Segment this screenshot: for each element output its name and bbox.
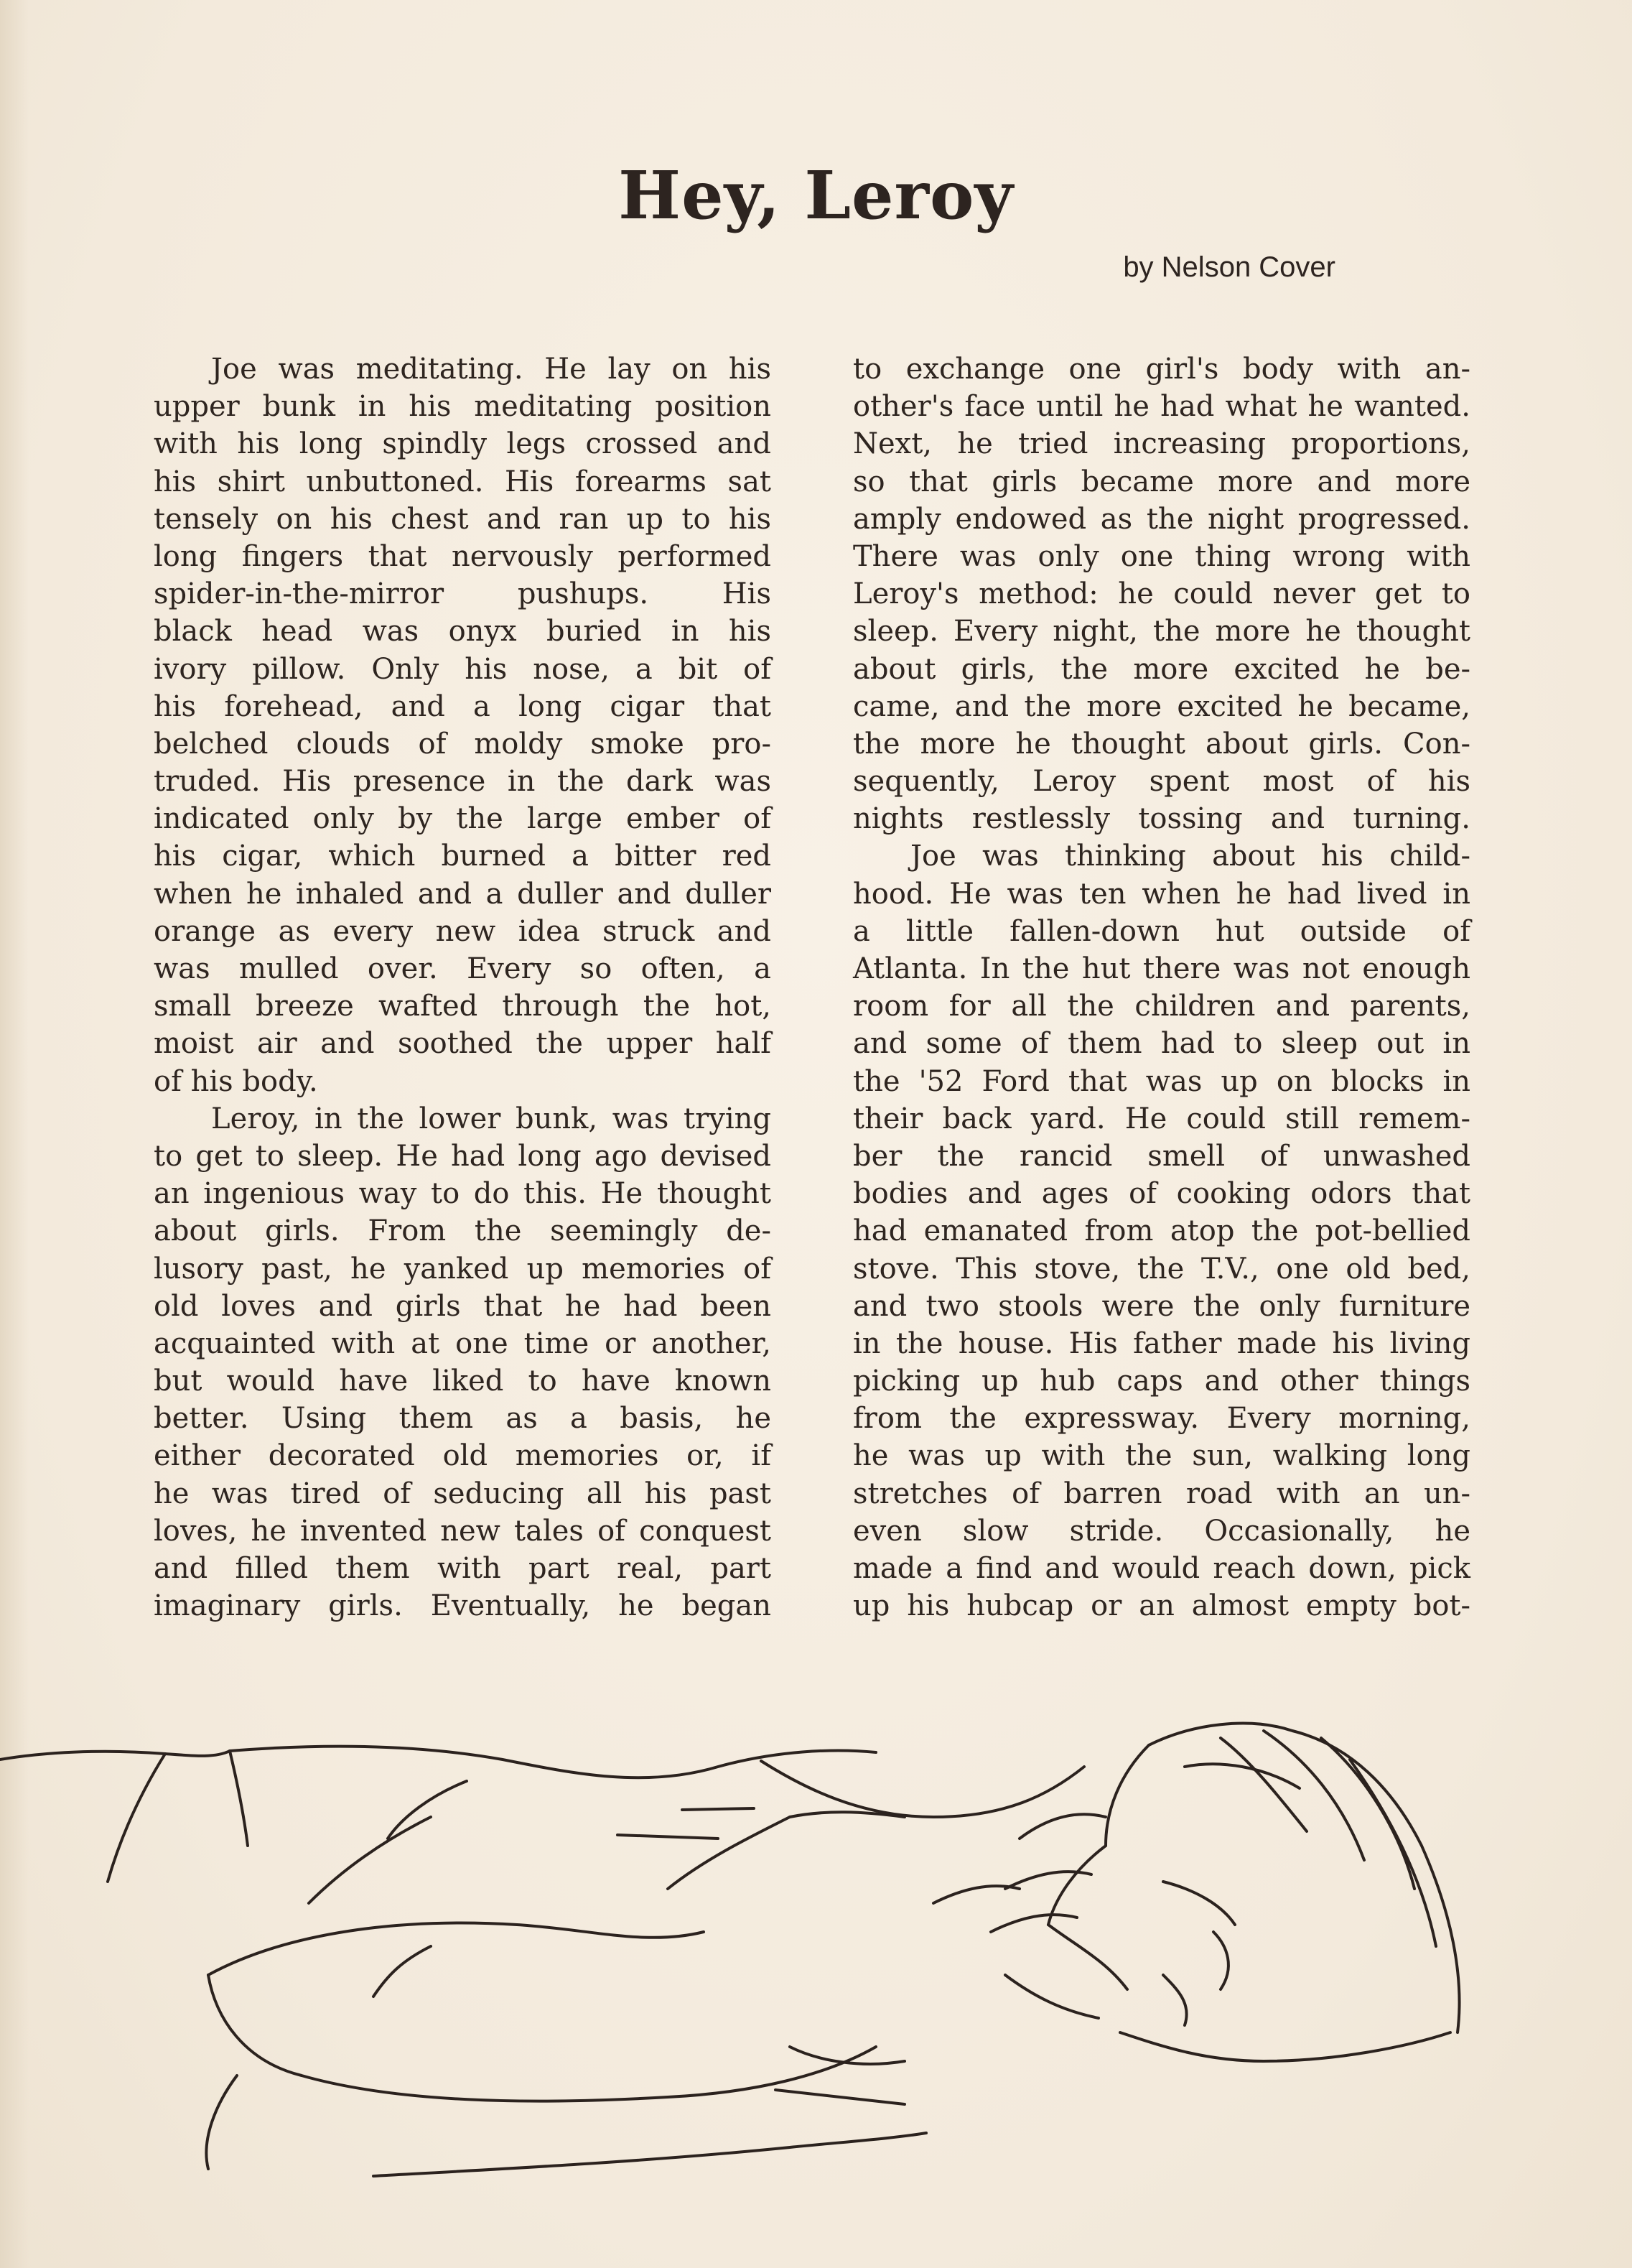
text-line: Leroy's method: he could never get to [853,577,1470,611]
text-line: other's face until he had what he wanted. [853,390,1470,424]
text-line: ber the rancid smell of unwashed [853,1139,1470,1173]
sketch-stroke [1048,1925,1127,1989]
sketch-stroke [790,2047,905,2064]
byline: by Nelson Cover [1123,251,1335,283]
sketch-stroke [206,2076,237,2169]
text-line: he was tired of seducing all his past [154,1477,771,1510]
text-line: so that girls became more and more [853,465,1470,498]
text-line: the more he thought about girls. Con- [853,727,1470,761]
sketch-stroke [617,1835,718,1839]
text-line: nights restlessly tossing and turning. [853,802,1470,836]
sketch-stroke [309,1817,431,1903]
sketch-stroke [1048,1846,1106,1925]
sketch-stroke [775,2090,905,2104]
text-line: lusory past, he yanked up memories of [154,1252,771,1286]
left-column [154,350,771,1625]
text-line: and some of them had to sleep out in [853,1027,1470,1061]
text-line: ivory pillow. Only his nose, a bit of [154,652,771,686]
text-line: better. Using them as a basis, he [154,1402,771,1436]
sketch-stroke [388,1781,467,1839]
text-line: but would have liked to have known [154,1365,771,1398]
sketch-stroke [991,1915,1077,1932]
text-line: long fingers that nervously performed [154,539,771,573]
sketch-stroke [1020,1814,1106,1839]
text-line: about girls. From the seemingly de- [154,1214,771,1248]
text-line: and filled them with part real, part [154,1552,771,1585]
text-line: stretches of barren road with an un- [853,1477,1470,1510]
text-line: and two stools were the only furniture [853,1289,1470,1323]
sketch-stroke [208,1975,876,2101]
text-line: spider-in-the-mirror pushups. His [154,577,771,611]
sketch-stroke [668,1817,790,1889]
text-line: upper bunk in his meditating position [154,390,771,424]
sketch-stroke [230,1751,248,1846]
text-line: truded. His presence in the dark was [154,765,771,799]
sketch-stroke [1213,1932,1228,1989]
text-line: his shirt unbuttoned. His forearms sat [154,465,771,498]
sketch-stroke [1120,2032,1450,2061]
text-line: their back yard. He could still remem- [853,1102,1470,1135]
text-line: Leroy, in the lower bunk, was trying [211,1102,771,1135]
sketch-stroke [1163,1975,1187,2025]
text-line: of his body. [154,1064,318,1098]
text-line: loves, he invented new tales of conquest [154,1514,771,1548]
text-line: Atlanta. In the hut there was not enough [853,952,1470,985]
right-column [853,350,1470,1625]
text-line: the '52 Ford that was up on blocks in [853,1064,1470,1098]
text-line: bodies and ages of cooking odors that [853,1177,1470,1211]
text-line: made a find and would reach down, pick [853,1552,1470,1585]
sketch-stroke [1005,1975,1099,2018]
sketch-stroke [1163,1882,1235,1925]
sketch-stroke [373,1946,431,1997]
text-line: his cigar, which burned a bitter red [154,840,771,873]
text-line: belched clouds of moldy smoke pro- [154,727,771,761]
sketch-stroke [682,1808,754,1810]
sleeping-figure-illustration [0,1673,1632,2248]
text-line: sleep. Every night, the more he thought [853,615,1470,649]
sketch-stroke [1106,1745,1149,1846]
text-line: amply endowed as the night progressed. [853,502,1470,536]
text-line: hood. He was ten when he had lived in [853,877,1470,911]
text-line: from the expressway. Every morning, [853,1402,1470,1436]
text-line: he was up with the sun, walking long [853,1439,1470,1473]
sketch-stroke [0,1751,230,1760]
text-line: in the house. His father made his living [853,1326,1470,1360]
text-line: There was only one thing wrong with [853,539,1470,573]
text-line: either decorated old memories or, if [154,1439,771,1473]
text-line: had emanated from atop the pot-bellied [853,1214,1470,1248]
text-line: his forehead, and a long cigar that [154,689,771,723]
sketch-stroke [208,1923,704,1975]
text-line: indicated only by the large ember of [154,802,771,836]
story-title: Hey, Leroy [618,157,1014,234]
text-line: came, and the more excited he became, [853,689,1470,723]
text-line: up his hubcap or an almost empty bot- [853,1589,1470,1623]
text-line: acquainted with at one time or another, [154,1326,771,1360]
text-line: an ingenious way to do this. He thought [154,1177,771,1211]
text-line: tensely on his chest and ran up to his [154,502,771,536]
sketch-stroke [1005,1872,1091,1889]
text-line: when he inhaled and a duller and duller [154,877,771,911]
text-line: orange as every new idea struck and [154,914,771,948]
sketch-stroke [1185,1764,1300,1788]
text-line: to exchange one girl's body with an- [853,353,1470,386]
text-line: old loves and girls that he had been [154,1289,771,1323]
sketch-stroke [373,2133,926,2176]
text-line: to get to sleep. He had long ago devised [154,1139,771,1173]
text-line: was mulled over. Every so often, a [154,952,771,985]
text-line: even slow stride. Occasionally, he [853,1514,1470,1548]
text-line: sequently, Leroy spent most of his [853,765,1470,799]
text-line: with his long spindly legs crossed and [154,427,771,461]
text-line: black head was onyx buried in his [154,615,771,649]
text-line: a little fallen-down hut outside of [853,914,1470,948]
text-line: stove. This stove, the T.V., one old bed, [853,1252,1470,1286]
text-line: room for all the children and parents, [853,990,1470,1023]
sketch-stroke [1321,1738,1414,1889]
text-line: Next, he tried increasing proportions, [853,427,1470,461]
text-line: picking up hub caps and other things [853,1365,1470,1398]
text-line: small breeze wafted through the hot, [154,990,771,1023]
text-line: Joe was thinking about his child- [910,840,1470,873]
text-line: about girls, the more excited he be- [853,652,1470,686]
text-line: Joe was meditating. He lay on his [211,353,771,386]
text-line: imaginary girls. Eventually, he began [154,1589,771,1623]
sketch-stroke [761,1761,1084,1817]
sketch-stroke [108,1754,165,1882]
text-line: moist air and soothed the upper half [154,1027,771,1061]
